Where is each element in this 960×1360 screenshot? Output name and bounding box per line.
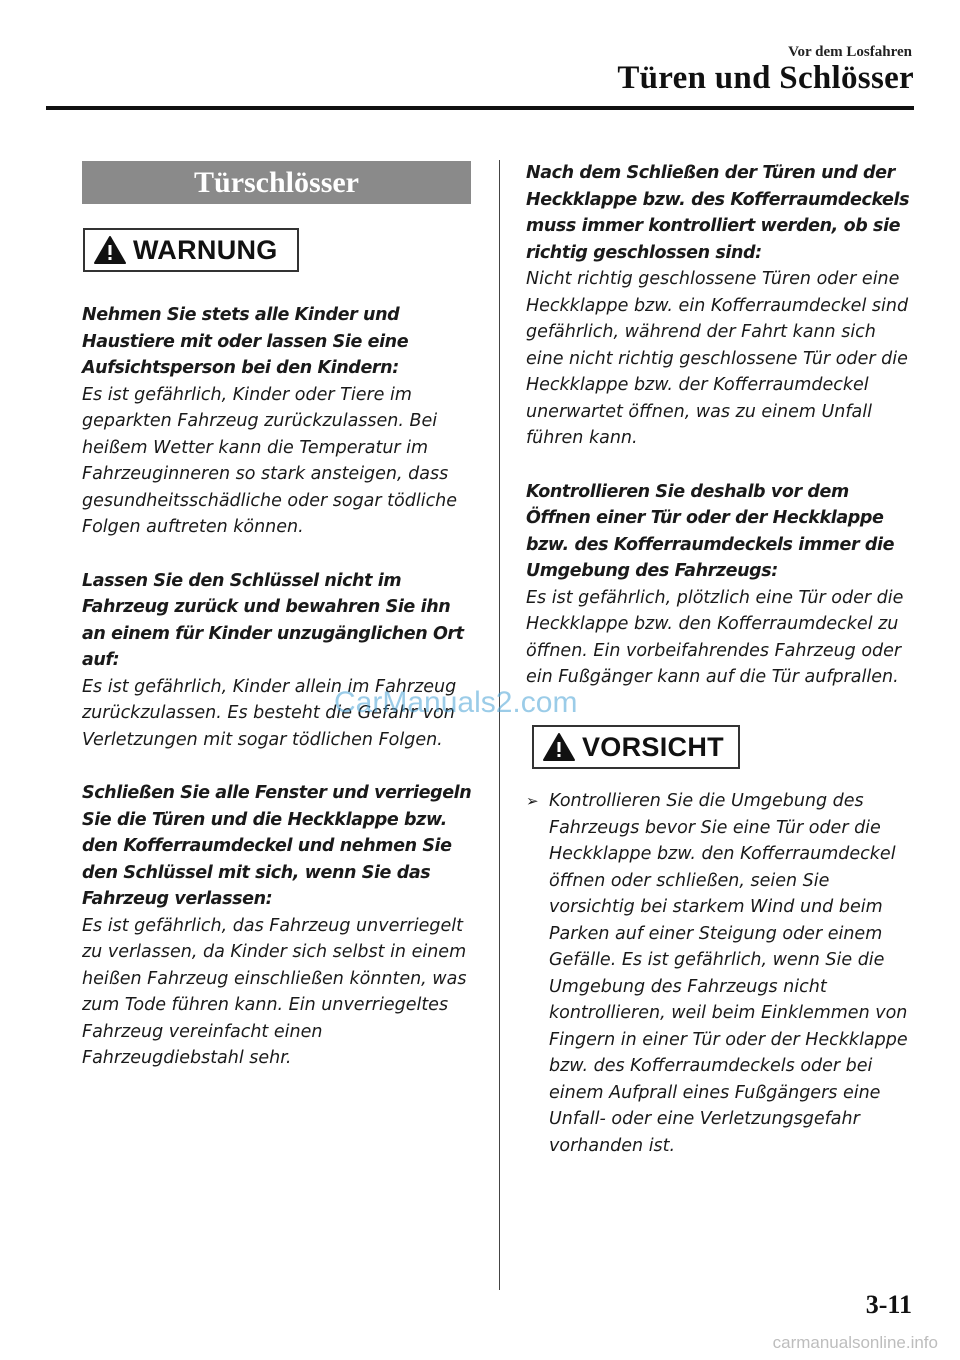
warning-item-heading: Kontrollieren Sie deshalb vor dem Öffnen einer Tür oder der Heckklappe bzw. des Kofferraumdeckels immer die Umgebung des Fahrzeugs:: [526, 481, 895, 581]
caution-label: VORSICHT: [582, 731, 724, 762]
section-heading: [82, 161, 471, 204]
warning-triangle-icon: [542, 732, 576, 762]
warning-item-heading: Nach dem Schließen der Türen und der Heckklappe bzw. des Kofferraumdeckels muss immer kontrolliert werden, ob sie richtig geschlossen sind:: [526, 163, 910, 263]
header-rule: [46, 106, 914, 110]
warning-column-right: [526, 160, 918, 718]
warning-item-body: Es ist gefährlich, Kinder oder Tiere im geparkten Fahrzeug zurückzulassen. Bei heißem Wetter kann die Temperatur im Fahrzeuginneren so stark ansteigen, dass gesundheitsschädliche oder sogar tödliche Folgen auftreten können.: [82, 384, 458, 537]
chapter-label: Vor dem Losfahren: [788, 44, 912, 60]
warning-item-heading: Schließen Sie alle Fenster und verriegeln Sie die Türen und die Heckklappe bzw. den Kofferraumdeckel und nehmen Sie den Schlüssel mit sich, wenn Sie das Fahrzeug verlassen:: [82, 783, 472, 909]
caution-list-item: [526, 788, 918, 1159]
warning-item: [82, 780, 474, 1072]
watermark-text: CarManuals2.com: [334, 686, 578, 719]
warning-label: WARNUNG: [133, 234, 278, 265]
page-title: Türen und Schlösser: [617, 60, 914, 96]
arrow-bullet-icon: ➢: [526, 792, 539, 810]
warning-item-body: Nicht richtig geschlossene Türen oder eine Heckklappe bzw. ein Kofferraumdeckel sind gefährlich, während der Fahrt kann sich eine nicht richtig geschlossene Tür oder die Heckklappe bzw. der Kofferraumdeckel unerwartet öffnen, was zu einem Unfall führen kann.: [526, 269, 909, 448]
warning-item: [82, 302, 474, 541]
warning-item: [526, 479, 918, 691]
warning-item-heading: Nehmen Sie stets alle Kinder und Haustiere mit oder lassen Sie eine Aufsichtsperson bei den Kindern:: [82, 305, 409, 378]
warning-badge: [83, 228, 299, 272]
column-divider: [499, 160, 500, 1290]
warning-item-heading: Lassen Sie den Schlüssel nicht im Fahrzeug zurück und bewahren Sie ihn an einem für Kinder unzugänglichen Ort auf:: [82, 570, 464, 670]
caution-text: Kontrollieren Sie die Umgebung des Fahrzeugs bevor Sie eine Tür oder die Heckklappe bzw. den Kofferraumdeckel öffnen oder schließen, seien Sie vorsichtig bei starkem Wind und beim Parken auf einer Steigung oder einem Gefälle. Es ist gefährlich, wenn Sie die Umgebung des Fahrzeugs nicht kontrollieren, weil beim Einklemmen von Fingern in einer Tür oder der Heckklappe bzw. des Kofferraumdeckels oder bei einem Aufprall eines Fußgängers eine Unfall- oder eine Verletzungsgefahr vorhanden ist.: [549, 791, 908, 1156]
warning-item-body: Es ist gefährlich, das Fahrzeug unverriegelt zu verlassen, da Kinder sich selbst in einem heißen Fahrzeug einschließen könnten, was zum Tode führen kann. Ein unverriegeltes Fahrzeug vereinfacht einen Fahrzeugdiebstahl sehr.: [82, 915, 467, 1068]
footer-watermark: carmanualsonline.info: [772, 1333, 938, 1352]
warning-item: [526, 160, 918, 452]
warning-item: [82, 568, 474, 754]
page-number: 3-11: [865, 1290, 912, 1319]
section-title: Türschlösser: [194, 165, 359, 199]
warning-triangle-icon: [93, 235, 127, 265]
caution-badge: [532, 725, 740, 769]
warning-item-body: Es ist gefährlich, plötzlich eine Tür oder die Heckklappe bzw. den Kofferraumdeckel zu öffnen. Ein vorbeifahrendes Fahrzeug oder ein Fußgänger kann auf die Tür aufprallen.: [526, 587, 904, 687]
warning-item-body: Es ist gefährlich, Kinder allein im Fahrzeug zurückzulassen. Es besteht die Gefahr von Verletzungen mit sogar tödlichen Folgen.: [82, 676, 457, 750]
